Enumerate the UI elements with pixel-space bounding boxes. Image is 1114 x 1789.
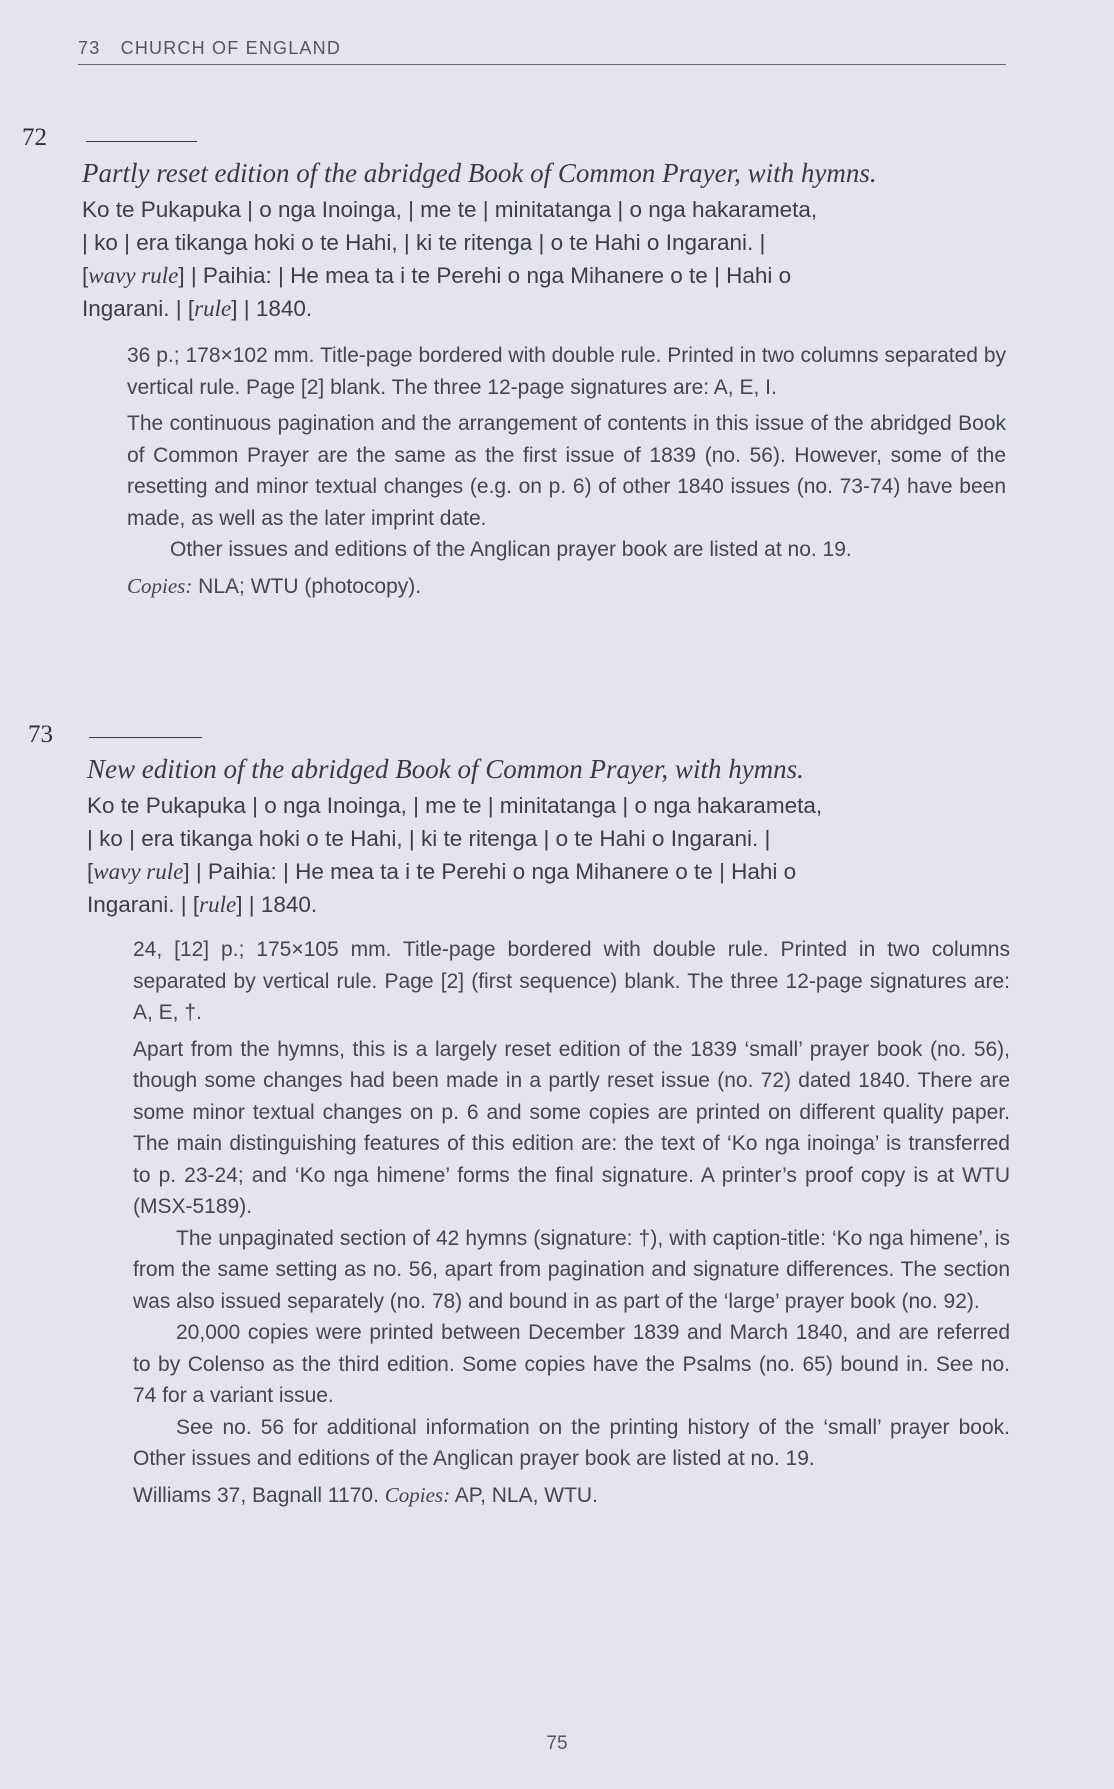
title-transcription xyxy=(82,193,1012,325)
transcription-line: Ko te Pukapuka | o nga Inoinga, | me te | minitatanga | o nga hakarameta, xyxy=(82,197,818,222)
transcription-line: | ko | era tikanga hoki o te Hahi, | ki te ritenga | o te Hahi o Ingarani. | xyxy=(82,230,766,255)
copies-list: AP, NLA, WTU. xyxy=(454,1483,598,1507)
note-paragraph: The continuous pagination and the arrangement of contents in this issue of the abridged Book of Common Prayer are the same as the first issue of 1839 (no. 56). However, some of the resetting and minor textual changes (e.g. on p. 6) of other 1840 issues (no. 73-74) have been made, as well as the later imprint date. xyxy=(127,412,1006,530)
running-head-title: CHURCH OF ENGLAND xyxy=(120,38,342,58)
entry-number: 72 xyxy=(22,124,47,151)
note-paragraph: See no. 56 for additional information on the printing history of the ‘small’ prayer book. Other issues and editions of the Anglican prayer book are listed at no. 19. xyxy=(133,1415,1010,1470)
running-head-page-number: 73 xyxy=(78,38,101,58)
copies-label: Copies: xyxy=(384,1482,451,1507)
entry-rule xyxy=(86,141,197,142)
collation: 24, [12] p.; 175×105 mm. Title-page bordered with double rule. Printed in two columns separated by vertical rule. Page [2] (first sequence) blank. The three 12-page signatures are: A, E, †. xyxy=(133,938,1010,1024)
collation: 36 p.; 178×102 mm. Title-page bordered with double rule. Printed in two columns separated by vertical rule. Page [2] blank. The three 12-page signatures are: A, E, I. xyxy=(127,344,1006,399)
entry-title: Partly reset edition of the abridged Book of Common Prayer, with hymns. xyxy=(82,158,877,188)
entry-number: 73 xyxy=(28,721,53,748)
transcription-line: [wavy rule] | Paihia: | He mea ta i te Perehi o nga Mihanere o te | Hahi o xyxy=(87,859,797,884)
copies-list: NLA; WTU (photocopy). xyxy=(198,574,422,598)
editorial-note: wavy rule xyxy=(93,859,184,884)
editorial-note: rule xyxy=(194,296,232,321)
transcription-line: Ingarani. | [rule] | 1840. xyxy=(87,892,318,917)
copies-line xyxy=(127,571,1006,603)
references: Williams 37, Bagnall 1170. xyxy=(133,1483,379,1507)
page-folio: 75 xyxy=(546,1733,568,1754)
references-line xyxy=(133,1480,1010,1512)
entry-rule xyxy=(89,737,202,738)
title-transcription xyxy=(87,789,1017,921)
transcription-line: Ingarani. | [rule] | 1840. xyxy=(82,296,313,321)
note-paragraph: Apart from the hymns, this is a largely reset edition of the 1839 ‘small’ prayer book (no. 56), though some changes had been made in a partly reset issue (no. 72) dated 1840. There are some minor textual changes on p. 6 and some copies are printed on different quality paper. The main distinguishing features of this edition are: the text of ‘Ko nga inoinga’ is transferred to p. 23-24; and ‘Ko nga himene’ forms the final signature. A printer’s proof copy is at WTU (MSX-5189). xyxy=(133,1037,1010,1218)
note-paragraph: Other issues and editions of the Anglican prayer book are listed at no. 19. xyxy=(170,538,852,561)
transcription-line: [wavy rule] | Paihia: | He mea ta i te Perehi o nga Mihanere o te | Hahi o xyxy=(82,263,792,288)
editorial-note: wavy rule xyxy=(88,263,179,288)
editorial-note: rule xyxy=(199,892,237,917)
entry-description xyxy=(133,934,1010,1511)
entry-title: New edition of the abridged Book of Common Prayer, with hymns. xyxy=(87,754,804,784)
transcription-line: | ko | era tikanga hoki o te Hahi, | ki te ritenga | o te Hahi o Ingarani. | xyxy=(87,826,771,851)
note-paragraph: The unpaginated section of 42 hymns (signature: †), with caption-title: ‘Ko nga himene’, is from the same setting as no. 56, apart from pagination and signature differences. The section was also issued separately (no. 78) and bound in as part of the ‘large’ prayer book (no. 92). xyxy=(133,1226,1010,1313)
copies-label: Copies: xyxy=(127,573,193,598)
transcription-line: Ko te Pukapuka | o nga Inoinga, | me te | minitatanga | o nga hakarameta, xyxy=(87,793,823,818)
note-paragraph: 20,000 copies were printed between December 1839 and March 1840, and are referred to by Colenso as the third edition. Some copies have the Psalms (no. 65) bound in. See no. 74 for a variant issue. xyxy=(133,1321,1010,1407)
entry-description xyxy=(127,340,1006,602)
running-head xyxy=(78,38,1006,65)
